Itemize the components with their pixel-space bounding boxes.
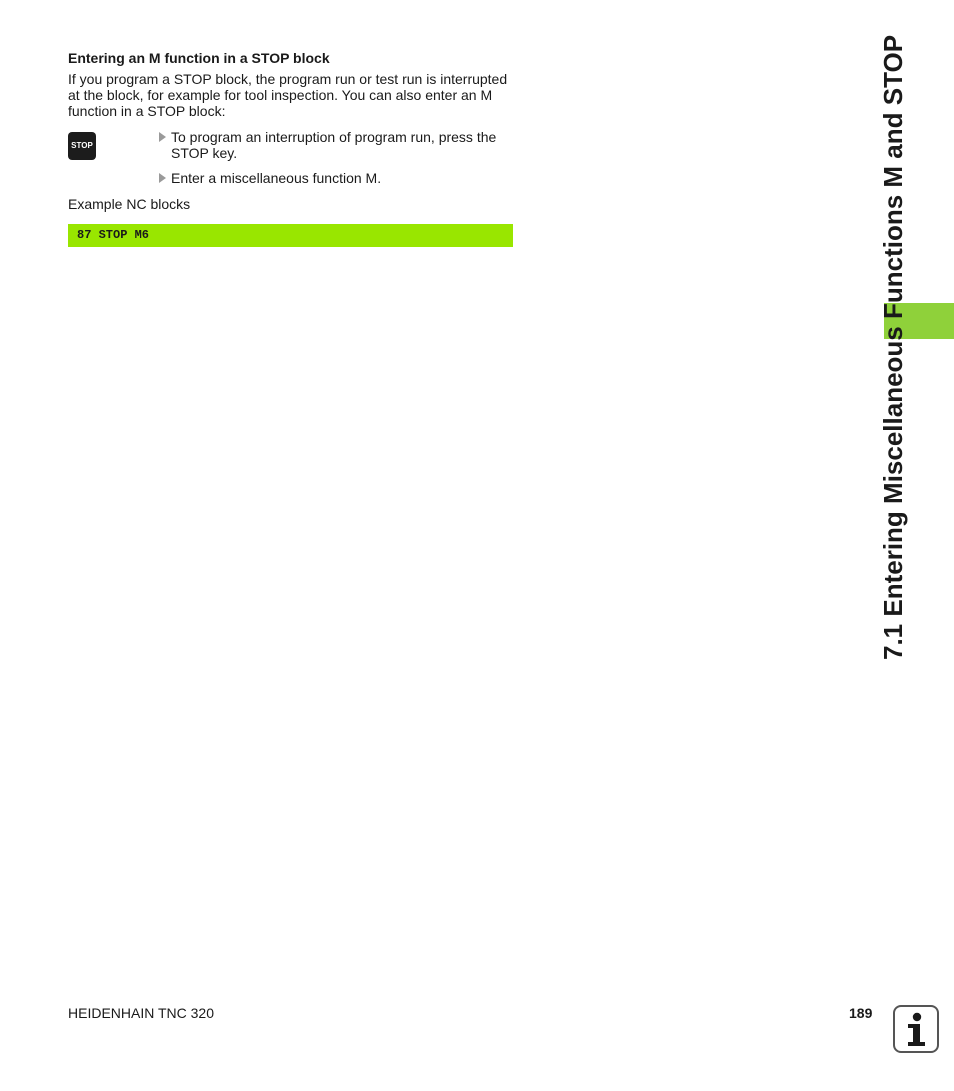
chapter-title-vertical: 7.1 Entering Miscellaneous Functions M and STOP <box>878 34 908 660</box>
nc-code-line: 87 STOP M6 <box>77 228 150 242</box>
intro-paragraph <box>68 71 513 119</box>
example-label: Example NC blocks <box>68 196 191 212</box>
step-line: STOP key. <box>171 145 238 161</box>
info-icon <box>893 1005 939 1053</box>
section-heading: Entering an M function in a STOP block <box>68 50 330 66</box>
stop-key-icon: STOP <box>68 132 96 160</box>
step-text <box>171 129 496 161</box>
triangle-bullet-icon <box>159 173 166 183</box>
intro-line: at the block, for example for tool inspection. You can also enter an M <box>68 87 493 103</box>
triangle-bullet-icon <box>159 132 166 142</box>
nc-code-block <box>68 224 513 247</box>
intro-line: function in a STOP block: <box>68 103 226 119</box>
step-item <box>159 170 381 186</box>
step-line: Enter a miscellaneous function M. <box>171 170 382 186</box>
intro-line: If you program a STOP block, the program run or test run is interrupted <box>68 71 508 87</box>
step-item <box>159 129 496 161</box>
page-number: 189 <box>849 1005 873 1021</box>
footer-product-name: HEIDENHAIN TNC 320 <box>68 1005 215 1021</box>
step-line: To program an interruption of program run, press the <box>171 129 497 145</box>
step-text <box>171 170 381 186</box>
